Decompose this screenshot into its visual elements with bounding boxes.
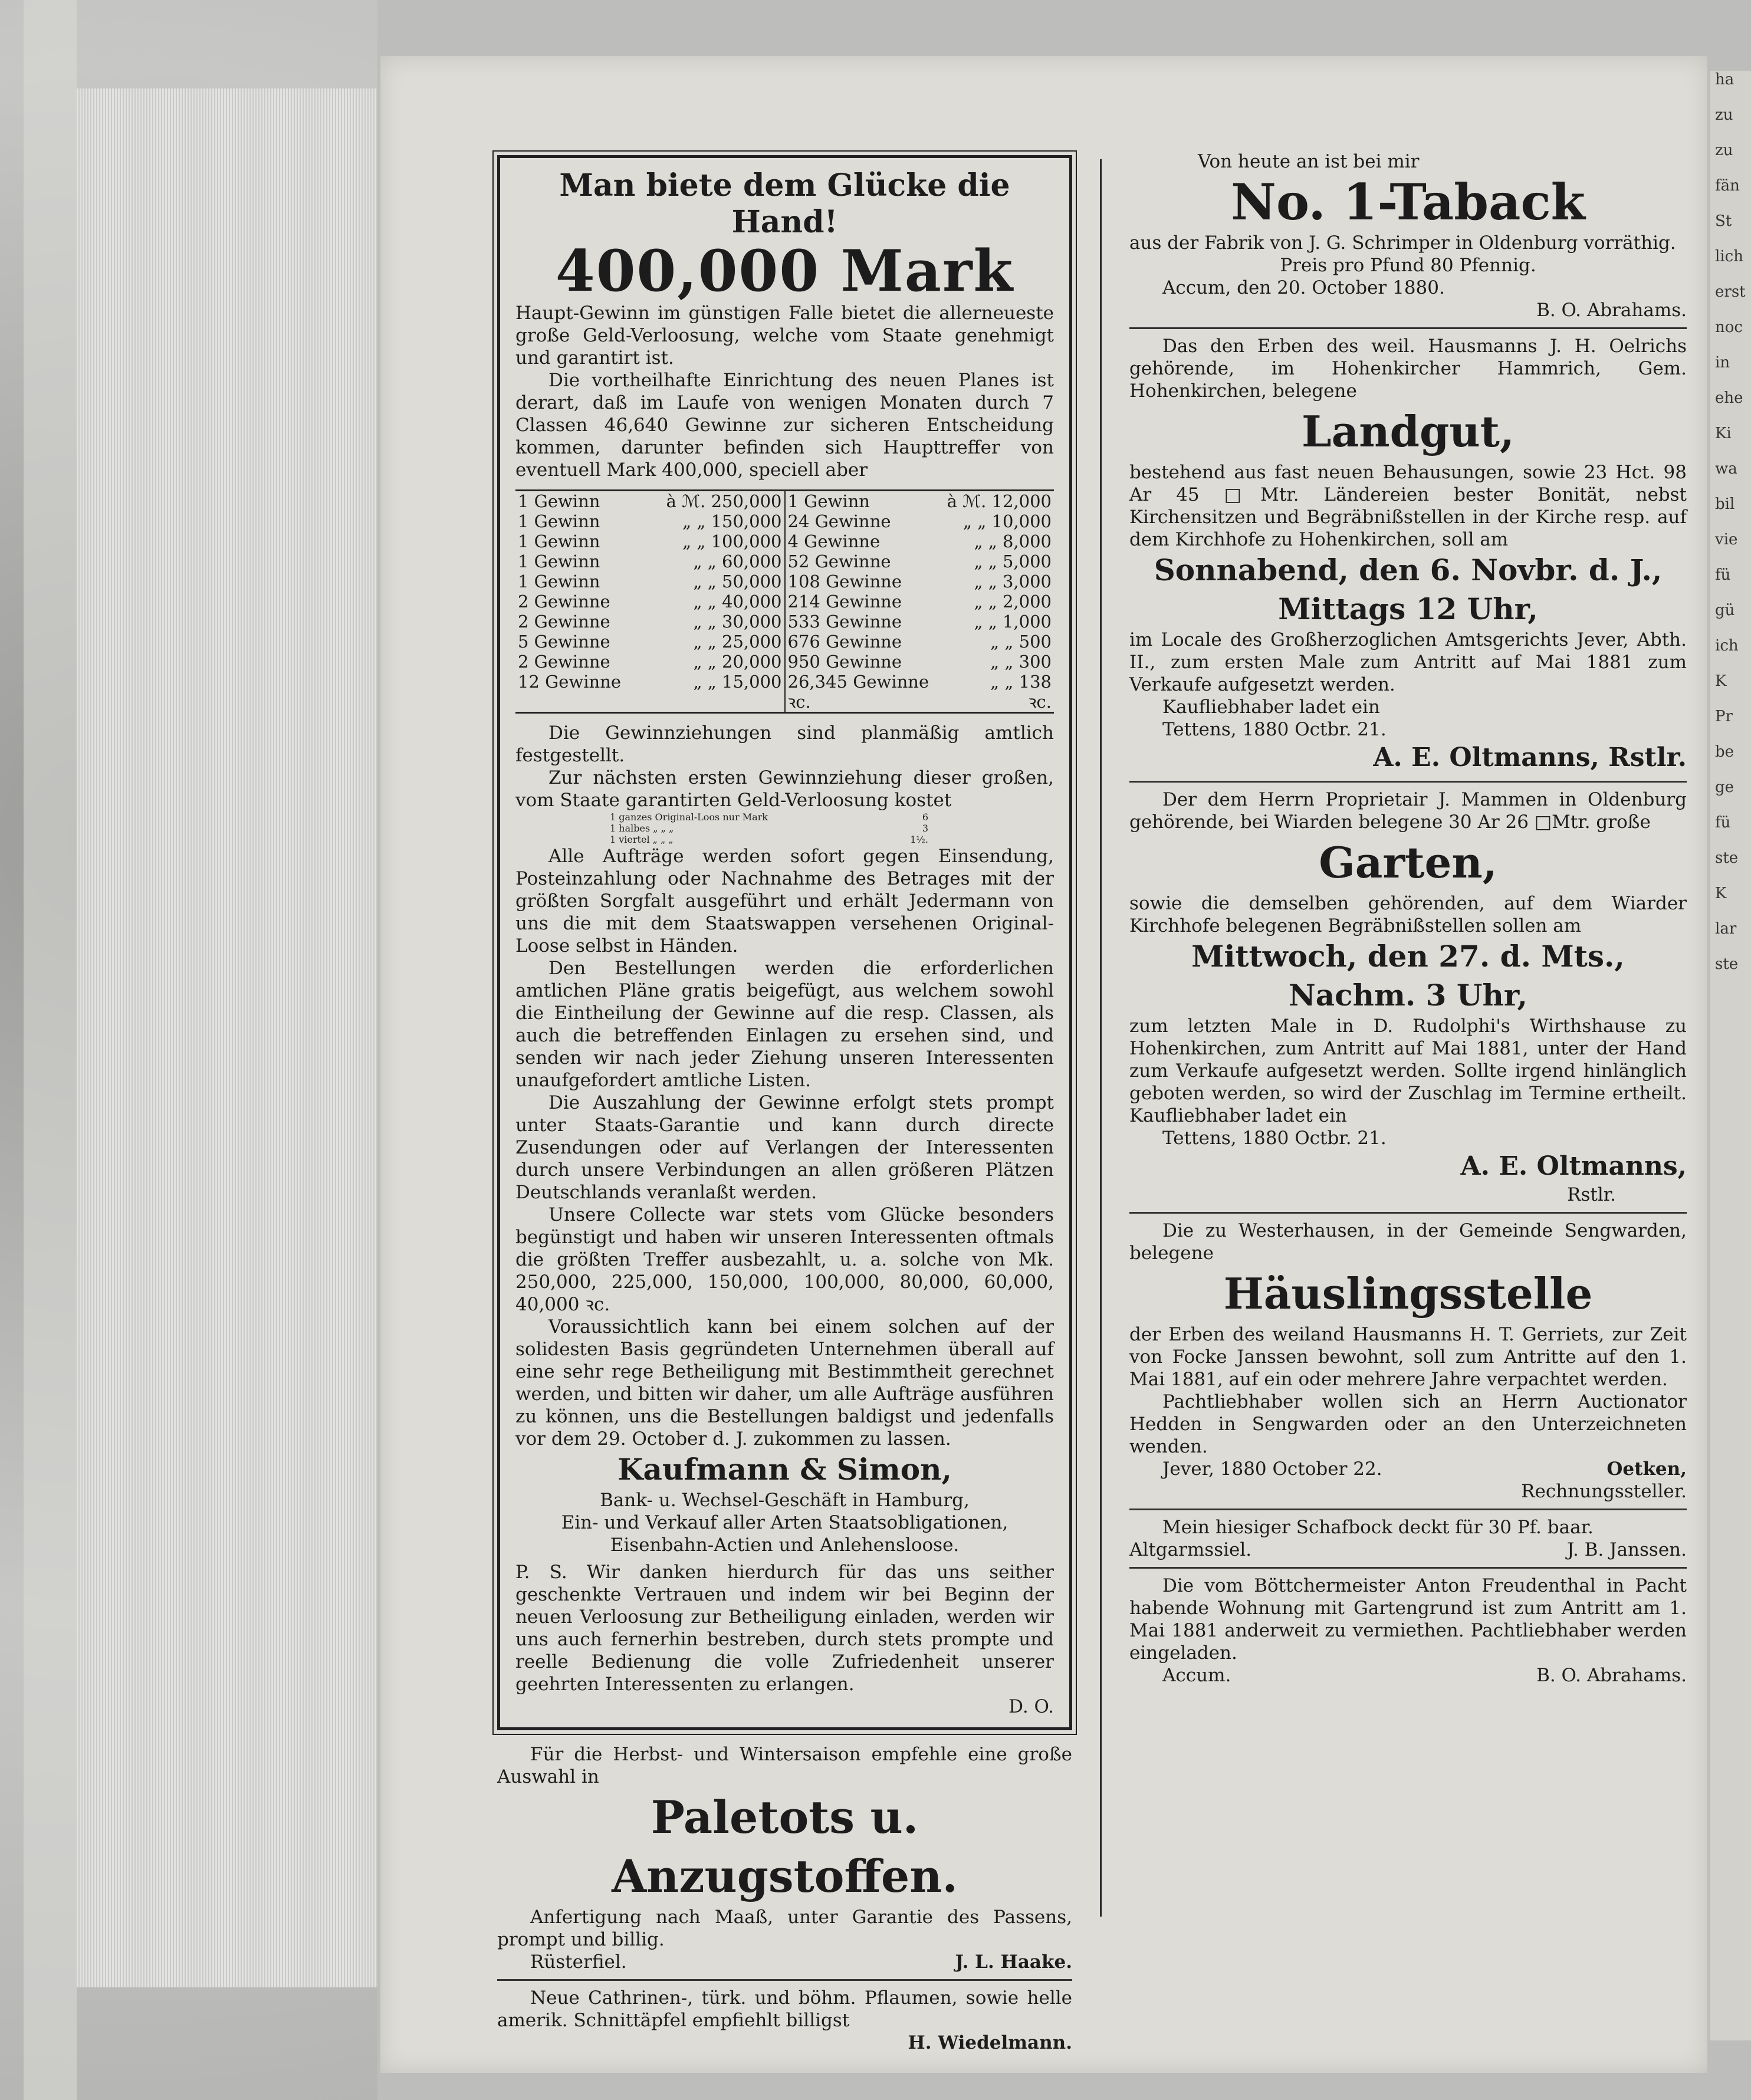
landgut-date: Tettens, 1880 Octbr. 21. <box>1162 719 1387 740</box>
next-page-fragment: Ki <box>1715 425 1732 442</box>
ticket-price-row <box>610 811 928 823</box>
wohnung-text: Die vom Böttchermeister Anton Freudenthal in Pacht habende Wohnung mit Gartengrund ist zum Antritt am 1. Mai 1881 anderweit zu vermiethen. Pachtliebhaber werden eingeladen. <box>1129 1575 1687 1664</box>
prize-row-label: 950 Gewinne <box>787 652 902 672</box>
prize-row <box>518 612 782 632</box>
prize-row <box>788 531 1052 551</box>
schafbock-signature: J. B. Janssen. <box>1566 1539 1687 1560</box>
next-page-fragment: lich <box>1715 248 1743 265</box>
prize-row <box>788 591 1052 612</box>
landgut-time: Mittags 12 Uhr, <box>1278 591 1538 626</box>
lottery-paragraph: Die Gewinnziehungen sind planmäßig amtlich festgestellt. <box>515 722 1054 766</box>
prize-row-value: „ „ 15,000 <box>693 672 782 692</box>
prize-row-value: „ „ 3,000 <box>974 571 1052 591</box>
prize-row-value: „ „ 25,000 <box>693 632 782 652</box>
prize-row-label: 24 Gewinne <box>787 511 891 531</box>
haeusling-headline: Häuslingsstelle <box>1223 1268 1593 1319</box>
paletots-text: Anfertigung nach Maaß, unter Garantie des Passens, prompt und billig. <box>497 1907 1072 1950</box>
left-column <box>497 150 1072 2054</box>
prize-row-value: „ „ 20,000 <box>693 652 782 672</box>
prize-row-label: 1 Gewinn <box>518 571 600 591</box>
prize-row-value: „ „ 8,000 <box>974 531 1052 551</box>
garten-text2: zum letzten Male in D. Rudolphi's Wirthshause zu Hohenkirchen, zum Antritt auf Mai 1881, unter der Hand zum Verkaufe aufgesetzt werden. Sollte irgend hinlänglich geboten werden, so wird der Zuschlag im Termine ertheilt. Kaufliebhaber ladet ein <box>1129 1016 1687 1126</box>
prize-row <box>788 491 1052 511</box>
prize-row-label: 108 Gewinne <box>787 571 902 591</box>
lottery-paragraph: Alle Aufträge werden sofort gegen Einsendung, Posteinzahlung oder Nachnahme des Betrages mit der größten Sorgfalt ausgeführt und erhält Jedermann von uns die mit dem Staatswappen versehenen Original-Loose selbst in Händen. <box>515 846 1054 957</box>
next-page-fragment: ste <box>1715 955 1739 973</box>
prize-row-value: „ „ 500 <box>990 632 1052 652</box>
divider <box>1129 327 1687 329</box>
prize-row <box>788 652 1052 672</box>
tabak-intro: Von heute an ist bei mir <box>1198 151 1420 172</box>
next-page-fragment: fän <box>1715 177 1740 195</box>
prize-row <box>518 571 782 591</box>
prize-row <box>788 511 1052 531</box>
pflaumen-advertisement <box>497 1987 1072 2054</box>
paletots-headline: Paletots u. Anzugstoffen. <box>612 1791 958 1902</box>
landgut-headline: Landgut, <box>1302 406 1515 456</box>
page-edges <box>77 88 377 1987</box>
next-page-fragment: be <box>1715 743 1734 761</box>
prize-row-label: ꝛc. <box>787 692 811 712</box>
next-page-fragment: K <box>1715 672 1727 690</box>
prize-row-label: 1 Gewinn <box>518 491 600 511</box>
prize-row-value: „ „ 100,000 <box>682 531 782 551</box>
prize-row-label: 214 Gewinne <box>787 591 902 612</box>
lottery-paragraph: Die Auszahlung der Gewinne erfolgt stets prompt unter Staats-Garantie und kann durch directe Zusendungen oder auf Verlangen der Interessenten durch unsere Verbindungen an allen größeren Plätzen Deutschlands veranlaßt werden. <box>515 1092 1054 1203</box>
prize-row-label: 5 Gewinne <box>518 632 610 652</box>
prize-table-right <box>785 491 1054 713</box>
paletots-signature: J. L. Haake. <box>955 1951 1072 1973</box>
prize-row-value: „ „ 40,000 <box>693 591 782 612</box>
haeusling-date: Jever, 1880 October 22. <box>1162 1458 1382 1480</box>
next-page-strip <box>1710 71 1751 2040</box>
prize-row-value: „ „ 300 <box>990 652 1052 672</box>
prize-row <box>518 491 782 511</box>
pflaumen-text: Neue Cathrinen-, türk. und böhm. Pflaumen, sowie helle amerik. Schnittäpfel empfiehlt billigst <box>497 1987 1072 2031</box>
schafbock-text: Mein hiesiger Schafbock deckt für 30 Pf. baar. <box>1162 1517 1594 1538</box>
lottery-paragraph: Den Bestellungen werden die erforderlichen amtlichen Pläne gratis beigefügt, aus welchem sowohl die Eintheilung der Gewinne auf die resp. Classen, als auch die betreffenden Einlagen zu ersehen sind, und senden wir nach jeder Ziehung unseren Interessenten unaufgefordert amtliche Listen. <box>515 958 1054 1091</box>
tabak-text: aus der Fabrik von J. G. Schrimper in Oldenburg vorräthig. <box>1129 232 1676 254</box>
prize-row-label: 1 Gewinn <box>787 491 870 511</box>
lottery-paragraph: Voraussichtlich kann bei einem solchen auf der solidesten Basis gegründeten Unternehmen überall auf eine sehr rege Betheiligung mit Bestimmtheit gerechnet werden, und bitten wir daher, um alle Aufträge ausführen zu können, uns die Bestellungen baldigst und jedenfalls vor dem 29. October d. J. zukommen zu lassen. <box>515 1316 1054 1450</box>
prize-row-label: 1 Gewinn <box>518 551 600 571</box>
prize-row <box>518 632 782 652</box>
paletots-place: Rüsterfiel. <box>530 1951 627 1973</box>
prize-row <box>518 511 782 531</box>
prize-row-label: 4 Gewinne <box>787 531 881 551</box>
prize-row-value: „ „ 138 <box>990 672 1052 692</box>
column-divider <box>1100 159 1102 1917</box>
haeusling-text: der Erben des weiland Hausmanns H. T. Gerriets, zur Zeit von Focke Janssen bewohnt, soll zum Antritte auf den 1. Mai 1881, auf ein oder mehrere Jahre verpachtet werden. <box>1129 1324 1687 1390</box>
prize-row-label: 533 Gewinne <box>787 612 902 632</box>
garten-signature-title: Rstlr. <box>1567 1184 1616 1205</box>
garten-advertisement <box>1129 788 1687 1206</box>
next-page-fragment: ha <box>1715 71 1734 88</box>
divider <box>1129 1567 1687 1569</box>
landgut-signature: A. E. Oltmanns, Rstlr. <box>1373 742 1687 773</box>
prize-row-value: „ „ 10,000 <box>963 511 1052 531</box>
landgut-day: Sonnabend, den 6. Novbr. d. J., <box>1154 553 1663 587</box>
next-page-fragment: St <box>1715 212 1732 230</box>
landgut-advertisement <box>1129 335 1687 775</box>
prize-row-label: 1 Gewinn <box>518 511 600 531</box>
prize-row-value: „ „ 1,000 <box>974 612 1052 632</box>
prize-row-value: à ℳ. 250,000 <box>666 491 782 511</box>
next-page-fragment: erst <box>1715 283 1746 301</box>
ticket-price-row-value: 6 <box>922 811 928 823</box>
prize-row-label: 1 Gewinn <box>518 531 600 551</box>
garten-headline: Garten, <box>1319 837 1497 888</box>
next-page-fragment: gü <box>1715 602 1735 619</box>
next-page-fragment: wa <box>1715 460 1737 478</box>
prize-table-left <box>515 491 785 713</box>
prize-row <box>788 632 1052 652</box>
ticket-price-row <box>610 834 928 845</box>
ticket-price-row <box>610 823 928 834</box>
prize-row-label: 52 Gewinne <box>787 551 891 571</box>
schafbock-place: Altgarmssiel. <box>1129 1539 1252 1560</box>
wohnung-place: Accum. <box>1162 1665 1231 1686</box>
prize-row <box>788 551 1052 571</box>
wohnung-advertisement <box>1129 1575 1687 1687</box>
lottery-paragraph: Die vortheilhafte Einrichtung des neuen Planes ist derart, daß im Laufe von wenigen Monaten durch 7 Classen 46,640 Gewinne zur sicheren Entscheidung kommen, darunter befinden sich Haupttreffer von eventuell Mark 400,000, speciell aber <box>515 370 1054 481</box>
next-page-fragment: ich <box>1715 637 1739 655</box>
prize-row-value: ꝛc. <box>1028 692 1052 712</box>
haeusling-text2: Pachtliebhaber wollen sich an Herrn Auctionator Hedden in Sengwarden oder an den Unterzeichneten wenden. <box>1129 1391 1687 1457</box>
prize-row-value: „ „ 2,000 <box>974 591 1052 612</box>
prize-row <box>788 571 1052 591</box>
ticket-price-row-label: 1 viertel „ „ „ <box>610 834 674 845</box>
firm-subtitle: Bank- u. Wechsel-Geschäft in Hamburg, <box>600 1490 970 1511</box>
prize-row-value: „ „ 5,000 <box>974 551 1052 571</box>
garten-date: Tettens, 1880 Octbr. 21. <box>1162 1128 1387 1149</box>
haeusling-signature-title: Rechnungssteller. <box>1521 1481 1687 1502</box>
firm-name: Kaufmann & Simon, <box>617 1452 952 1487</box>
prize-row <box>518 531 782 551</box>
postscript-signature: D. O. <box>1008 1696 1054 1717</box>
next-page-fragment: lar <box>1715 920 1737 938</box>
paletots-advertisement <box>497 1743 1072 1973</box>
tabak-advertisement <box>1129 150 1687 321</box>
next-page-fragment: ehe <box>1715 389 1743 407</box>
next-page-fragment: ge <box>1715 778 1734 796</box>
landgut-text: bestehend aus fast neuen Behausungen, sowie 23 Hct. 98 Ar 45 □Mtr. Ländereien bester Bonität, nebst Kirchensitzen und Begräbnißstellen in der Kirche resp. auf dem Kirchhofe zu Hohenkirchen, soll am <box>1129 462 1687 550</box>
garten-day: Mittwoch, den 27. d. Mts., <box>1191 939 1625 974</box>
lottery-amount: 400,000 Mark <box>555 238 1014 304</box>
divider <box>1129 1509 1687 1510</box>
lottery-paragraph: Zur nächsten ersten Gewinnziehung dieser großen, vom Staate garantirten Geld-Verloosung kostet <box>515 767 1054 811</box>
divider <box>1129 781 1687 783</box>
lottery-intro: Haupt-Gewinn im günstigen Falle bietet die allerneueste große Geld-Verloosung, welche vom Staate genehmigt und garantirt ist. <box>515 303 1054 369</box>
haeusling-signature: Oetken, <box>1607 1458 1687 1480</box>
next-page-fragment: vie <box>1715 531 1738 548</box>
garten-intro: Der dem Herrn Proprietair J. Mammen in Oldenburg gehörende, bei Wiarden belegene 30 Ar 26 □Mtr. große <box>1129 789 1687 833</box>
landgut-buyers: Kaufliebhaber ladet ein <box>1162 696 1380 718</box>
haeusling-advertisement <box>1129 1220 1687 1503</box>
haeusling-intro: Die zu Westerhausen, in der Gemeinde Sengwarden, belegene <box>1129 1220 1687 1264</box>
next-page-fragment: fü <box>1715 566 1731 584</box>
prize-row-label: 2 Gewinne <box>518 591 610 612</box>
wohnung-signature: B. O. Abrahams. <box>1536 1665 1687 1686</box>
divider <box>1129 1212 1687 1214</box>
lottery-title: Man biete dem Glücke die Hand! <box>559 167 1010 240</box>
ticket-price-row-label: 1 halbes „ „ „ <box>610 823 674 834</box>
prize-row-label: 676 Gewinne <box>787 632 902 652</box>
garten-time: Nachm. 3 Uhr, <box>1289 978 1527 1013</box>
prize-row-label: 2 Gewinne <box>518 612 610 632</box>
ticket-price-row-value: 3 <box>922 823 928 834</box>
paletots-intro: Für die Herbst- und Wintersaison empfehle eine große Auswahl in <box>497 1744 1072 1787</box>
prize-row-value: „ „ 60,000 <box>693 551 782 571</box>
prize-row-value: „ „ 150,000 <box>682 511 782 531</box>
ticket-prices <box>610 811 1054 845</box>
lottery-advertisement <box>497 155 1072 1730</box>
prize-row-label: 26,345 Gewinne <box>787 672 929 692</box>
garten-text: sowie die demselben gehörenden, auf dem Wiarder Kirchhofe belegenen Begräbnißstellen sollen am <box>1129 893 1687 936</box>
prize-row-value: „ „ 50,000 <box>693 571 782 591</box>
prize-row <box>518 672 782 692</box>
tabak-date: Accum, den 20. October 1880. <box>1162 277 1445 298</box>
prize-row <box>518 591 782 612</box>
prize-table <box>515 489 1054 714</box>
next-page-fragment: zu <box>1715 106 1733 124</box>
prize-row <box>518 551 782 571</box>
next-page-fragment: in <box>1715 354 1730 372</box>
next-page-fragment: zu <box>1715 142 1733 159</box>
landgut-text2: im Locale des Großherzoglichen Amtsgerichts Jever, Abth. II., zum ersten Male zum Antritt auf Mai 1881 zum Verkaufe aufgesetzt werden. <box>1129 629 1687 695</box>
prize-row-label: 12 Gewinne <box>518 672 622 692</box>
prize-row <box>518 652 782 672</box>
right-column <box>1129 150 1687 1687</box>
postscript: P. S. Wir danken hierdurch für das uns seither geschenkte Vertrauen und indem wir bei Beginn der neuen Verloosung zur Betheiligung einladen, werden wir uns auch fernerhin bestreben, durch stets prompte und reelle Bedienung die volle Zufriedenheit unserer geehrten Interessenten zu erlangen. <box>515 1562 1054 1695</box>
prize-row <box>788 612 1052 632</box>
next-page-fragment: fü <box>1715 814 1731 832</box>
prize-row <box>788 672 1052 692</box>
prize-row <box>788 692 1052 712</box>
prize-row-label: 2 Gewinne <box>518 652 610 672</box>
prize-row-value: „ „ 30,000 <box>693 612 782 632</box>
pflaumen-signature: H. Wiedelmann. <box>908 2032 1072 2053</box>
schafbock-advertisement <box>1129 1516 1687 1561</box>
next-page-fragment: bil <box>1715 495 1735 513</box>
next-page-fragment: Pr <box>1715 708 1733 725</box>
lottery-paragraph: Unsere Collecte war stets vom Glücke besonders begünstigt und haben wir unseren Interessenten oftmals die größten Treffer ausbezahlt, u. a. solche von Mk. 250,000, 225,000, 150,000, 100,000, 80,000, 60,000, 40,000 ꝛc. <box>515 1204 1054 1315</box>
tabak-price: Preis pro Pfund 80 Pfennig. <box>1280 255 1536 276</box>
garten-signature: A. E. Oltmanns, <box>1460 1151 1687 1181</box>
tabak-headline: No. 1-Taback <box>1231 173 1585 231</box>
tabak-signature: B. O. Abrahams. <box>1536 300 1687 321</box>
ticket-price-row-value: 1½. <box>910 834 928 845</box>
ticket-price-row-label: 1 ganzes Original-Loos nur Mark <box>610 811 768 823</box>
firm-description: Ein- und Verkauf aller Arten Staatsobligationen, Eisenbahn-Actien und Anlehensloose. <box>561 1512 1008 1556</box>
prize-row-value: à ℳ. 12,000 <box>947 491 1052 511</box>
landgut-intro: Das den Erben des weil. Hausmanns J. H. Oelrichs gehörende, im Hohenkircher Hammrich, Gem. Hohenkirchen, belegene <box>1129 336 1687 402</box>
divider <box>497 1979 1072 1981</box>
next-page-fragment: K <box>1715 885 1727 902</box>
next-page-fragment: ste <box>1715 849 1739 867</box>
next-page-fragment: noc <box>1715 318 1743 336</box>
book-cover-edge <box>24 0 77 2100</box>
